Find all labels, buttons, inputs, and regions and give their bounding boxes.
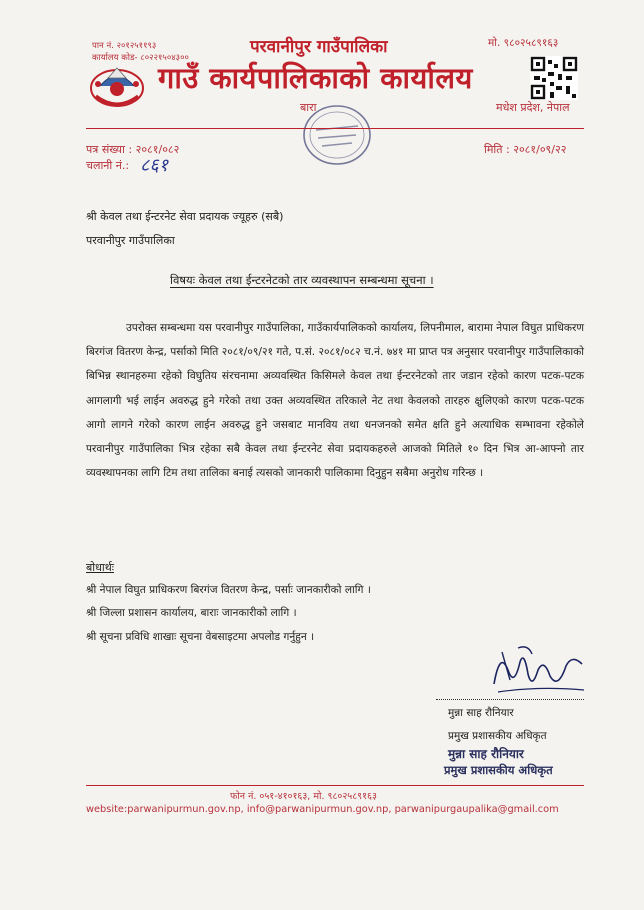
seal-name: मुन्ना साह रौनियार (448, 747, 524, 761)
office-title: गाउँ कार्यपालिकाको कार्यालय (158, 61, 473, 95)
reference-number: पत्र संख्या : २०८१/०८२ (86, 143, 180, 156)
seal-title: प्रमुख प्रशासकीय अधिकृत (444, 763, 553, 777)
municipality-name: परवानीपुर गाउँपालिका (250, 37, 388, 57)
signature-line (436, 699, 584, 700)
dispatch-number: ८६१ (140, 155, 169, 176)
header-divider (86, 128, 584, 129)
pan-number: पान नं. २०१२५११९३ कार्यालय कोड- ८०२२१५०४३०० (92, 41, 189, 63)
footer-divider (86, 785, 584, 786)
dispatch-label: चलानी नं.: (86, 159, 130, 172)
letter-date: मिति : २०८१/०९/२२ (484, 143, 567, 156)
recipient-line-1: श्री केवल तथा ईन्टरनेट सेवा प्रदायक ज्यूहरु (सबै) (86, 210, 284, 223)
signatory-title: प्रमुख प्रशासकीय अधिकृत (448, 730, 547, 742)
cc-item: श्री नेपाल विघुत प्राधिकरण बिरगंज वितरण केन्द्र, पर्साः जानकारीको लागि । (86, 584, 371, 596)
cc-heading: बोधार्थः (86, 561, 114, 574)
nepal-emblem-icon (86, 58, 148, 110)
cc-item: श्री सूचना प्रविधि शाखाः सूचना वेबसाइटमा अपलोड गर्नुहुन । (86, 631, 315, 643)
handwritten-signature (488, 640, 588, 700)
office-stamp-icon (300, 102, 374, 168)
district: बारा (300, 101, 317, 114)
recipient-line-2: परवानीपुर गाउँपालिका (86, 234, 175, 247)
letter-subject: विषयः केवल तथा ईन्टरनेटको तार व्यवस्थापन सम्बन्धमा सूचना । (170, 273, 434, 287)
footer-web: website:parwanipurmun.gov.np, info@parwanipurmun.gov.np, parwanipurgaupalika@gmail.com (86, 804, 559, 815)
footer-phone: फोन नं. ०५१-४१०१६३, मो. ९८०२५८९१६३ (230, 791, 377, 802)
header-mobile: मो. ९८०२५८९१६३ (488, 37, 559, 49)
signatory-name: मुन्ना साह रौनियार (448, 707, 514, 719)
cc-item: श्री जिल्ला प्रशासन कार्यालय, बाराः जानकारीको लागि । (86, 607, 297, 619)
province: मधेश प्रदेश, नेपाल (496, 101, 570, 114)
qr-code-icon (530, 56, 578, 100)
letter-body: उपरोक्त सम्बन्धमा यस परवानीपुर गाउँपालिका, गाउँकार्यपालिकको कार्यालय, लिपनीमाल, बारामा नेपाल विघुत प्राधिकरण बिरगंज वितरण केन्द्र, पर्साको मिति २०८१/०९/२१ गते, प.सं. २०८१/०८२ च.नं. ७४१ मा प्राप्त पत्र अनुसार परवानीपुर गाउँपालिकाको बिभिन्न स्थानहरुमा रहेको विघुतिय संरचनामा अव्यवस्थित किसिमले केवल तथा ईन्टरनेटको तार जडान रहेको कारण पटक-पटक आगलागी भई लाईन अवरुद्ध हुने गरेको तथा उक्त अव्यवस्थित तरिकाले नेट तथा केवलको तारहरु क्षुलिएको कारण पटक-पटक आगो लागने गरेको कारण लाईन अवरुद्ध हुने जसबाट मानविय तथा धनजनको समेत क्षति हुने अत्याधिक सम्भावना रहेकोले परवानीपुर गाउँपालिका भित्र रहेका सबै केवल तथा ईन्टरनेट सेवा प्रदायकहरुले आजको मितिले १० दिन भित्र आ-आफ्नो तार व्यवस्थापनका लागि टिम तथा तालिका बनाई त्यसको जानकारी पालिकामा दिनुहुन सबैमा अनुरोध गरिन्छ । (86, 322, 584, 480)
